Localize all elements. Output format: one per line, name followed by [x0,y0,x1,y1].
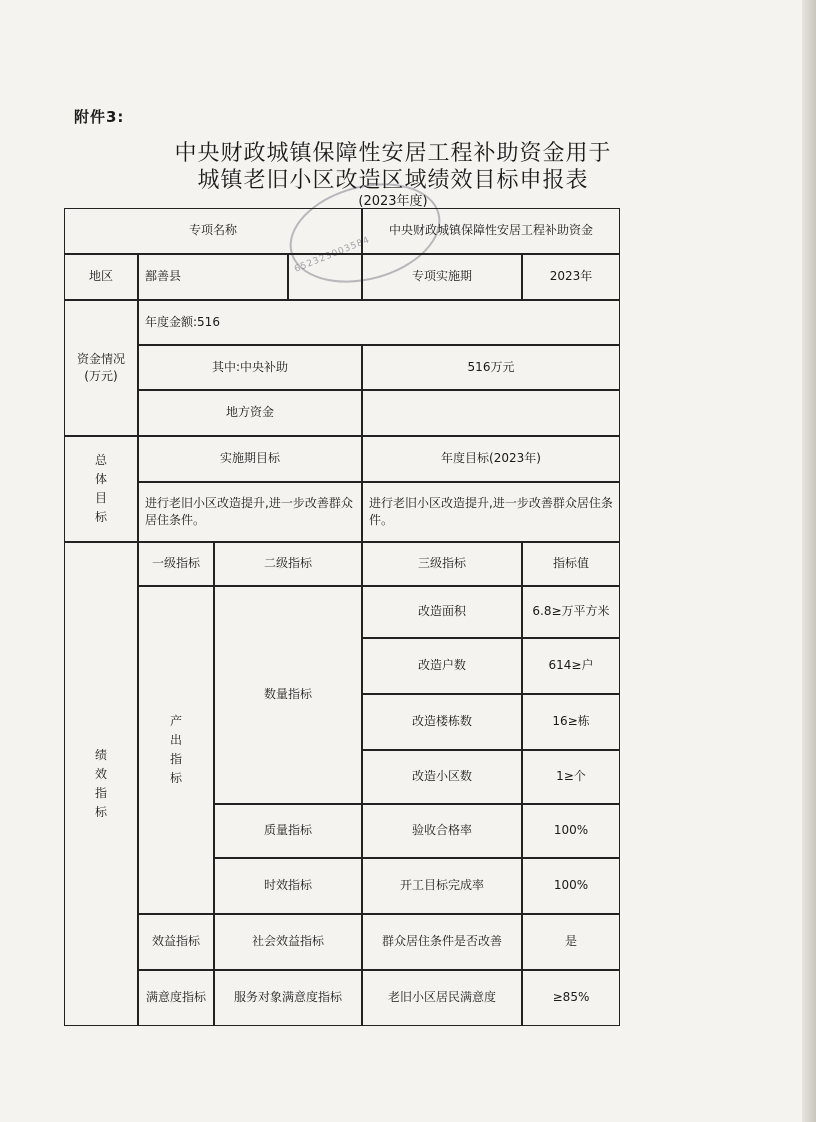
quality-indicator-label: 质量指标 [214,804,362,858]
indicator-value: 614≥户 [522,638,620,694]
social-benefit-label: 社会效益指标 [214,914,362,970]
timeliness-indicator-label: 时效指标 [214,858,362,914]
project-name-label: 专项名称 [64,208,362,254]
benefit-indicator-label: 效益指标 [138,914,214,970]
indicator-name: 验收合格率 [362,804,522,858]
annual-amount: 年度金额:516 [138,300,620,345]
quantity-indicator-label: 数量指标 [214,586,362,804]
indicator-name: 改造面积 [362,586,522,638]
attachment-label: 附件3: [74,108,125,126]
output-char-2: 出 [169,732,182,747]
indicator-name: 开工目标完成率 [362,858,522,914]
funds-label-text: 资金情况 (万元) [76,351,125,383]
header-level3: 三级指标 [362,542,522,586]
perf-char-4: 标 [94,805,107,820]
satisfaction-indicator-label: 满意度指标 [138,970,214,1026]
indicator-value: 6.8≥万平方米 [522,586,620,638]
local-funds-value [362,390,620,436]
perf-char-2: 效 [94,766,107,781]
region-value: 鄯善县 [138,254,288,300]
region-label: 地区 [64,254,138,300]
local-funds-label: 地方资金 [138,390,362,436]
project-name-value: 中央财政城镇保障性安居工程补助资金 [362,208,620,254]
indicator-name: 改造楼栋数 [362,694,522,750]
performance-indicators-label [64,542,138,1026]
indicator-name: 群众居住条件是否改善 [362,914,522,970]
period-label: 专项实施期 [362,254,522,300]
indicator-name: 改造户数 [362,638,522,694]
perf-char-1: 绩 [94,747,107,762]
year-subtitle: (2023年度) [358,194,428,209]
period-goal-header: 实施期目标 [138,436,362,482]
annual-goal-header: 年度目标(2023年) [362,436,620,482]
period-goal-text: 进行老旧小区改造提升,进一步改善群众居住条件。 [138,482,362,542]
seal-number: 652323003584 [293,235,372,275]
indicator-value: 16≥栋 [522,694,620,750]
performance-table [64,208,620,1026]
indicator-value: 100% [522,858,620,914]
goal-char-4: 标 [94,510,107,525]
header-value: 指标值 [522,542,620,586]
perf-char-3: 指 [94,786,107,800]
header-level2: 二级指标 [214,542,362,586]
indicator-value: 1≥个 [522,750,620,804]
funds-label [64,300,138,436]
indicator-name: 改造小区数 [362,750,522,804]
annual-goal-text: 进行老旧小区改造提升,进一步改善群众居住条件。 [362,482,620,542]
goal-char-2: 体 [94,471,107,486]
indicator-value: 是 [522,914,620,970]
indicator-value: 100% [522,804,620,858]
region-spacer [288,254,362,300]
title-line-2: 城镇老旧小区改造区域绩效目标申报表 [197,168,589,193]
overall-goals-label [64,436,138,542]
goal-char-1: 总 [94,452,107,467]
header-level1: 一级指标 [138,542,214,586]
central-subsidy-value: 516万元 [362,345,620,390]
title-line-1: 中央财政城镇保障性安居工程补助资金用于 [174,141,612,166]
output-char-3: 指 [169,752,182,766]
service-satisfaction-label: 服务对象满意度指标 [214,970,362,1026]
output-char-1: 产 [169,713,182,728]
goal-char-3: 目 [94,491,107,505]
period-value: 2023年 [522,254,620,300]
output-char-4: 标 [169,771,182,786]
central-subsidy-label: 其中:中央补助 [138,345,362,390]
output-indicators-label [138,586,214,914]
indicator-value: ≥85% [522,970,620,1026]
indicator-name: 老旧小区居民满意度 [362,970,522,1026]
